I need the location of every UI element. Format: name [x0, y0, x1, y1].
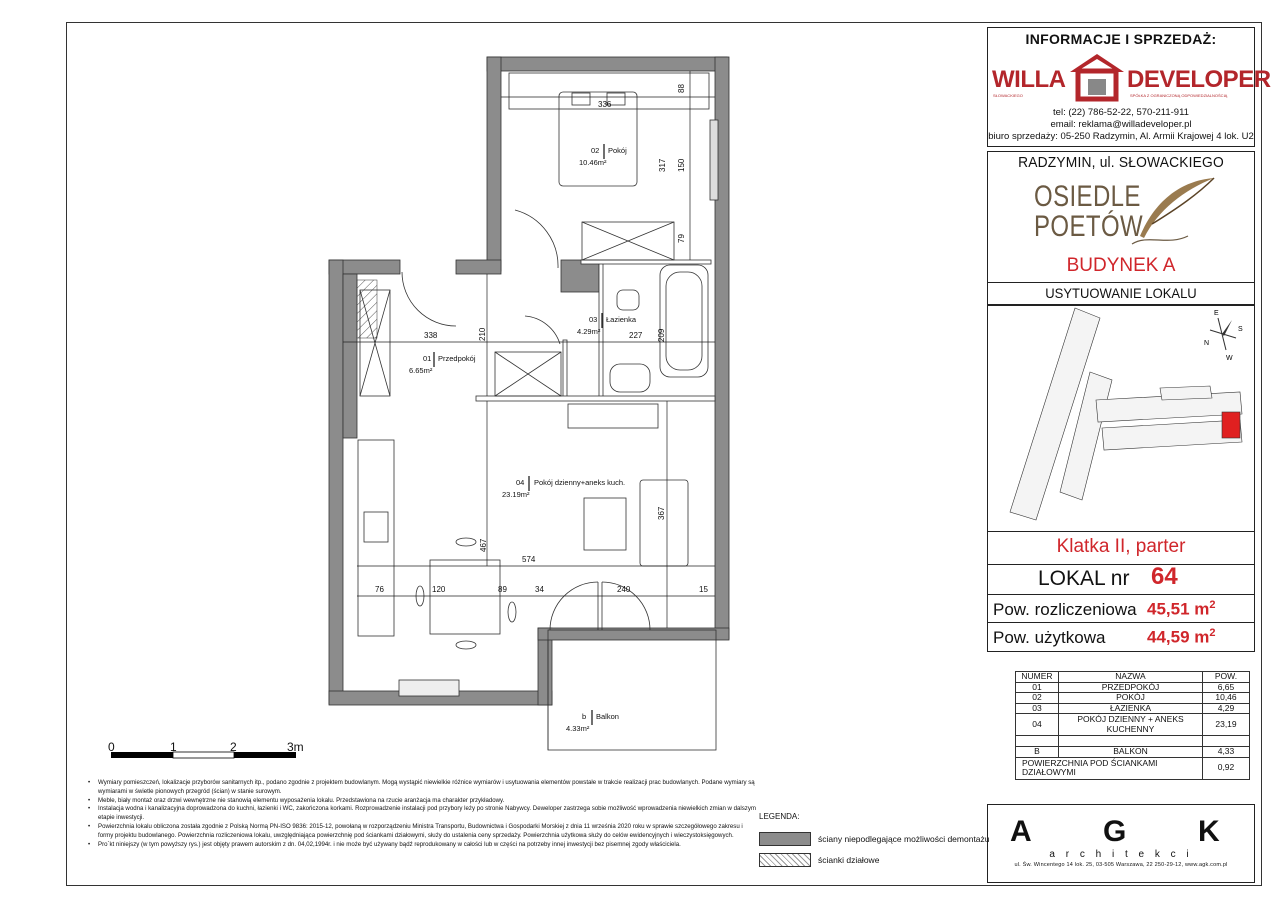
- logo-text-left: WILLA: [992, 66, 1066, 93]
- room-label-num: 02: [591, 146, 600, 155]
- unit-number-box: [987, 564, 1255, 596]
- note-item: • Meble, biały montaż oraz drzwi wewnętrzne nie stanowią elementu wyposażenia lokalu. Przedstawiona na rzucie aranżacja ma charakter przykładowy.: [88, 797, 756, 806]
- room-label-area: 6.65m²: [409, 366, 433, 375]
- sales-info-box: [987, 27, 1271, 147]
- billing-area-value: 45,51 $m^2$: [1147, 599, 1216, 619]
- dimension-label: 574: [522, 555, 536, 564]
- scale-label: 3m: [287, 740, 304, 754]
- note-item: • Powierzchnia lokalu obliczona została zgodnie z Polską Normą PN-ISO 9836: 2015-12, powołaną w rozporządzeniu Ministra Transportu, Budownictwa i Gospodarki Morskiej z dnia 11 września 2020 roku w sprawie szczegółowego zakresu i formy projektu budowlanego. Powierzchnia rozliczeniowa lokalu, uwzględniająca powierzchnię pod ściankami działowymi, służy do ustalenia ceny sprzedaży. Powierzchnia użytkowa służy do celów ewidencyjnych i wieczystoksięgowych.: [88, 823, 756, 841]
- project-name: [1034, 182, 1143, 242]
- room-label-area: 4.33m²: [566, 724, 590, 733]
- phone-text: tel: (22) 786-52-22, 570-211-911: [1053, 107, 1189, 118]
- architect-letter: G: [1103, 815, 1127, 848]
- note-item: • Pro`kt niniejszy (w tym powyższy rys.) jest objęty prawem autorskim z dn. 04,02,1994r. i nie może być używany bądź reprodukowany w całości lub w części na potrzeby innej inwestycji bez pisemnej zgody właściciela.: [88, 841, 756, 850]
- dimension-label: 227: [629, 331, 643, 340]
- note-item: • Wymiary pomieszczeń, lokalizacje przyborów sanitarnych itp., podano zgodnie z projektem budowlanym. Mogą wystąpić niewielkie różnice wymiarów i usytuowania elementów powstałe w trakcie realizacji prac budowlanych. Podane wymiary są wymiarami w świetle pionowych przegród (ścian) w stanie surowym.: [88, 779, 756, 797]
- project-name-line2: POETÓW: [1034, 210, 1144, 243]
- legend-swatch-partitions: [759, 853, 811, 867]
- dimension-label: 15: [699, 585, 708, 594]
- compass-w: W: [1226, 355, 1233, 362]
- staircase-box: [987, 531, 1255, 566]
- staircase-label: Klatka II, parter: [1056, 536, 1186, 557]
- room-label-num: 03: [589, 315, 598, 324]
- table-row: [1016, 736, 1250, 747]
- scale-label: 1: [170, 740, 177, 754]
- unit-label: LOKAL nr: [1038, 567, 1130, 590]
- building-label: BUDYNEK A: [1066, 255, 1176, 276]
- location-title: USYTUOWANIE LOKALU: [1045, 285, 1197, 301]
- office-address: biuro sprzedaży: 05-250 Radzymin, Al. Armii Krajowej 4 lok. U2: [988, 131, 1254, 142]
- legend-label: ściany niepodlegające możliwości demontażu: [818, 834, 990, 844]
- room-label-num: 04: [516, 478, 525, 487]
- dimension-label: 34: [535, 585, 544, 594]
- scale-label: 2: [230, 740, 237, 754]
- room-label-area: 23.19m²: [502, 490, 530, 499]
- legend-title: LEGENDA:: [759, 812, 800, 821]
- location-map-box: [987, 304, 1255, 533]
- dimension-label: 338: [424, 331, 438, 340]
- compass-e: E: [1214, 310, 1219, 317]
- house-logo-icon: [1068, 52, 1126, 102]
- feather-pen-icon: [1128, 174, 1216, 250]
- room-label-name: Balkon: [596, 712, 619, 721]
- table-header: NAZWA: [1059, 672, 1203, 683]
- dimension-label: 88: [677, 84, 686, 93]
- dimension-label: 89: [498, 585, 507, 594]
- room-label-area: 4.29m²: [577, 327, 601, 336]
- email-link[interactable]: email: reklama@willadeveloper.pl: [1050, 119, 1192, 130]
- architects-box: [987, 804, 1255, 883]
- logo-subtitle-right: SPÓŁKA Z OGRANICZONĄ ODPOWIEDZIALNOŚCIĄ: [1130, 93, 1228, 98]
- table-row: B BALKON 4,33: [1016, 747, 1250, 758]
- dimension-label: 210: [478, 327, 487, 341]
- room-label-num: 01: [423, 354, 432, 363]
- usable-area-value: 44,59 $m^2$: [1147, 627, 1216, 647]
- compass-n: N: [1204, 340, 1210, 347]
- usable-area-label: Pow. użytkowa: [993, 628, 1106, 647]
- table-row: 02 POKÓJ 10,46: [1016, 693, 1250, 704]
- dimension-label: 209: [657, 328, 666, 342]
- logo-text-right: DEVELOPER: [1127, 66, 1271, 93]
- architects-address: ul. Św. Wincentego 14 lok. 25, 03-505 Warszawa, 22 250-29-12, www.agk.com.pl: [1014, 862, 1228, 868]
- scale-bar: [111, 752, 296, 758]
- scale-label: 0: [108, 740, 115, 754]
- table-header: NUMER: [1016, 672, 1059, 683]
- dimension-label: 79: [677, 234, 686, 243]
- developer-logo: [992, 52, 1271, 102]
- room-label-name: Pokój: [608, 146, 627, 155]
- project-location: RADZYMIN, ul. SŁOWACKIEGO: [1018, 154, 1224, 171]
- room-label-name: Łazienka: [606, 315, 637, 324]
- table-row: 03 ŁAZIENKA 4,29: [1016, 703, 1250, 714]
- table-row: 04 POKÓJ DZIENNY + ANEKS KUCHENNY 23,19: [1016, 714, 1250, 736]
- legend-label: ścianki działowe: [818, 855, 880, 865]
- room-label-num: b: [582, 712, 587, 721]
- project-box: [987, 151, 1255, 284]
- notes-list: [88, 779, 756, 849]
- table-header: POW.: [1203, 672, 1250, 683]
- architect-letter: A: [1010, 815, 1032, 848]
- legend-swatch-walls: [759, 832, 811, 846]
- dimension-label: 367: [657, 506, 666, 520]
- logo-subtitle-left: SŁOWACKIEGO: [993, 93, 1023, 98]
- dimension-label: 120: [432, 585, 446, 594]
- compass-s: S: [1238, 326, 1243, 333]
- billing-area-row: [987, 594, 1255, 624]
- billing-area-label: Pow. rozliczeniowa: [993, 600, 1137, 619]
- room-table: [1015, 671, 1250, 780]
- table-row: 01 PRZEDPOKÓJ 6,65: [1016, 682, 1250, 693]
- note-item: • Instalacja wodna i kanalizacyjna doprowadzona do kuchni, łazienki i WC, zakończona korkami. Rozprowadzenie instalacji pod przybory leży po stronie Nabywcy. Deweloper zastrzega sobie możliwość wprowadzenia niewielkich zmian w dalszym etapie inwestycji.: [88, 805, 756, 823]
- usable-area-row: [987, 622, 1255, 652]
- unit-number: 64: [1151, 563, 1178, 590]
- project-name-line1: OSIEDLE: [1034, 180, 1141, 213]
- sales-info-title: INFORMACJE I SPRZEDAŻ:: [1025, 31, 1217, 47]
- architect-letter: K: [1198, 815, 1220, 848]
- dimension-label: 467: [479, 538, 488, 552]
- dimension-label: 336: [598, 100, 612, 109]
- bearing-walls: [329, 57, 729, 705]
- room-label-name: Przedpokój: [438, 354, 476, 363]
- table-row: POWIERZCHNIA POD ŚCIANKAMI DZIAŁOWYMI 0,92: [1016, 757, 1250, 779]
- architects-name: a r c h i t e k c i: [1049, 849, 1193, 860]
- room-label-area: 10.46m²: [579, 158, 607, 167]
- location-title-box: [987, 282, 1255, 306]
- dimension-label: 240: [617, 585, 631, 594]
- dimension-label: 76: [375, 585, 384, 594]
- room-label-name: Pokój dzienny+aneks kuch.: [534, 478, 626, 487]
- dimension-label: 317: [658, 158, 667, 172]
- dimension-label: 150: [677, 158, 686, 172]
